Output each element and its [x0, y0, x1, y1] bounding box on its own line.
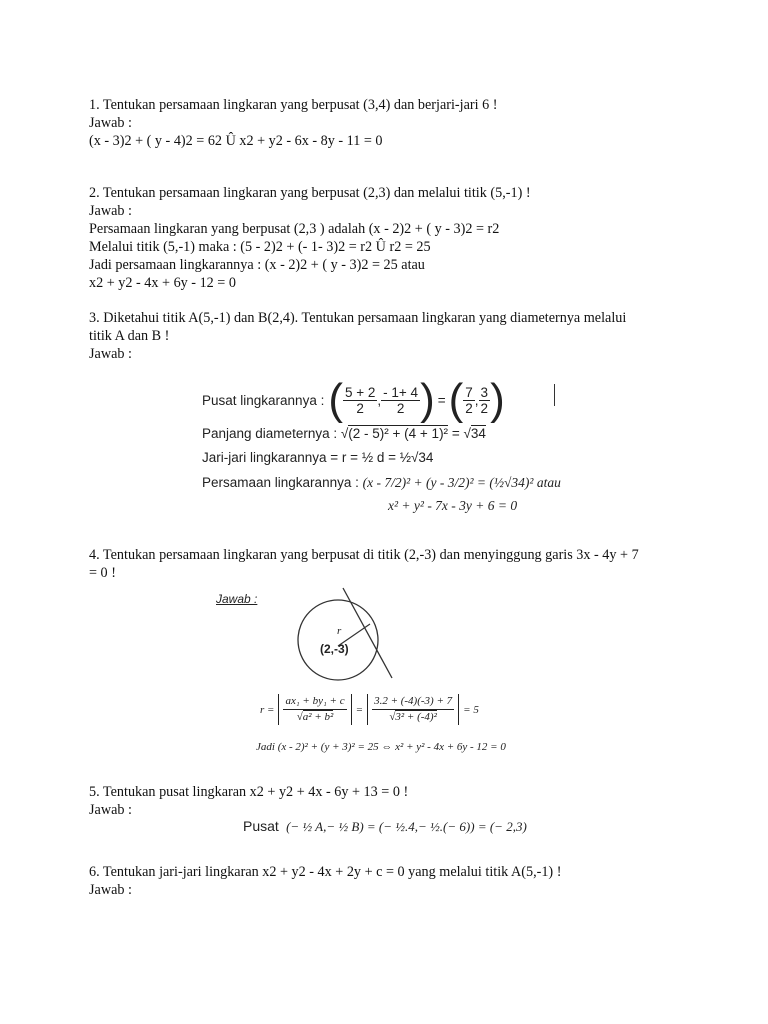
jawab-label: Jawab :: [216, 592, 258, 606]
fraction: $\frac{5 + 2}{2}$: [344, 384, 376, 416]
center-label: (2,-3): [320, 642, 349, 656]
question-1-text: 1. Tentukan persamaan lingkaran yang berpusat (3,4) dan berjari-jari 6 !: [89, 97, 498, 113]
question-3-text: 3. Diketahui titik A(5,-1) dan B(2,4). Tentukan persamaan lingkaran yang diameternya melalui titik A dan B !: [89, 310, 627, 344]
jawab-label: Jawab :: [89, 882, 132, 898]
circle-tangent-diagram: [210, 586, 570, 686]
jari-label: Jari-jari lingkarannya = r =: [202, 450, 359, 465]
jawab-label: Jawab :: [89, 802, 132, 818]
question-6: [89, 863, 729, 899]
persamaan-final: x² + y² - 7x - 3y + 6 = 0: [388, 498, 518, 513]
jawab-label: Jawab :: [89, 203, 132, 219]
question-5-text: 5. Tentukan pusat lingkaran x2 + y2 + 4x - 6y + 13 = 0 !: [89, 784, 409, 800]
question-5: [89, 783, 729, 819]
answer-line: (x - 3)2 + ( y - 4)2 = 62 Û x2 + y2 - 6x - 8y - 11 = 0: [89, 133, 383, 149]
pusat-label: Pusat lingkarannya :: [202, 392, 325, 408]
question-6-text: 6. Tentukan jari-jari lingkaran x2 + y2 - 4x + 2y + c = 0 yang melalui titik A(5,-1) !: [89, 864, 562, 880]
q3-solution-image: [200, 376, 570, 522]
answer-line: x2 + y2 - 4x + 6y - 12 = 0: [89, 275, 236, 291]
question-4: [89, 546, 649, 582]
question-1: [89, 96, 729, 150]
radius-label: r: [337, 625, 342, 637]
question-2: [89, 184, 729, 292]
persamaan-label: Persamaan lingkarannya :: [202, 475, 359, 490]
fraction: $\frac{3}{2}$: [480, 384, 489, 416]
question-2-text: 2. Tentukan persamaan lingkaran yang berpusat (2,3) dan melalui titik (5,-1) !: [89, 185, 531, 201]
distance-formula: r = $\frac{\text{ax₁ + by₁ + c}}{\text{√a² + b²}}$ = $\frac{3.2 + (-4)(-3) + 7}{\text{√3² + (-4)²}}$ = 5: [260, 695, 479, 723]
panjang-result: 34: [470, 426, 486, 441]
q5-solution-image: [243, 818, 543, 842]
answer-line: Jadi persamaan lingkarannya : (x - 2)2 + ( y - 3)2 = 25 atau: [89, 257, 425, 273]
divider: [554, 384, 555, 406]
jari-expr: ½ d = ½√34: [361, 450, 434, 465]
pusat-expr: (− ½ A,− ½ B) = (− ½.4,− ½.(− 6)) = (− 2,3): [286, 819, 527, 834]
q4-conclusion: Jadi (x - 2)² + (y + 3)² = 25 ⇔ x² + y² - 4x + 6y - 12 = 0: [256, 741, 506, 753]
jari-row: [202, 450, 433, 465]
persamaan-row: [202, 475, 561, 491]
question-4-text: 4. Tentukan persamaan lingkaran yang berpusat di titik (2,-3) dan menyinggung garis 3x - 4y + 7 = 0 !: [89, 547, 639, 581]
circle-shape: [298, 600, 378, 680]
q4-solution-image: [210, 586, 570, 758]
panjang-expr: (2 - 5)² + (4 + 1)²: [348, 426, 449, 441]
persamaan-expr: (x - 7/2)² + (y - 3/2)² = (½√34)² atau: [362, 475, 561, 490]
pusat-label: Pusat: [243, 818, 279, 834]
fraction: $\frac{7}{2}$: [465, 384, 473, 416]
pusat-row: Pusat lingkarannya : ( $\frac{5 + 2}{2}$ , $\frac{- 1+ 4}{2}$ ) = ( $\frac{7}{2}$ , $\frac{3}{2}$ ): [202, 375, 505, 424]
answer-line: Melalui titik (5,-1) maka : (5 - 2)2 + (- 1- 3)2 = r2 Û r2 = 25: [89, 239, 431, 255]
tangent-line: [343, 588, 392, 678]
jawab-label: Jawab :: [89, 115, 132, 131]
panjang-row: Panjang diameternya : √(2 - 5)² + (4 + 1)² = √34: [202, 426, 486, 441]
fraction: $\frac{- 1+ 4}{2}$: [383, 384, 419, 416]
jawab-label: Jawab :: [89, 346, 132, 362]
panjang-label: Panjang diameternya :: [202, 426, 338, 441]
answer-line: Persamaan lingkaran yang berpusat (2,3 ) adalah (x - 2)2 + ( y - 3)2 = r2: [89, 221, 500, 237]
question-3: [89, 309, 629, 363]
